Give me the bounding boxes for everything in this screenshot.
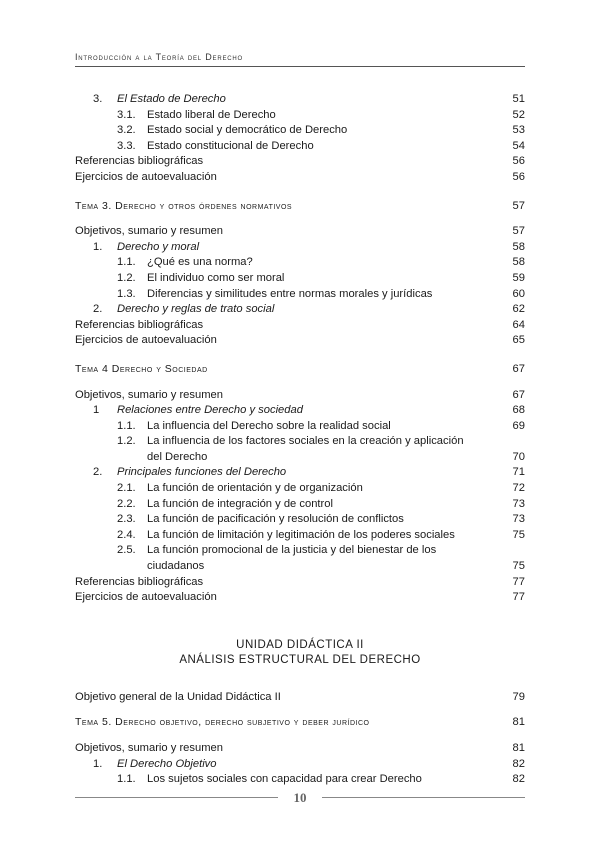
entry-number: 2.3. (117, 513, 136, 526)
toc-entry (75, 333, 525, 349)
toc-chapter-heading (75, 715, 525, 731)
toc-entry (75, 139, 525, 155)
toc-entry (75, 757, 525, 773)
entry-title: Estado constitucional de Derecho (147, 139, 314, 152)
entry-title: Objetivos, sumario y resumen (75, 742, 223, 754)
spacer (75, 349, 525, 362)
entry-page: 54 (512, 139, 525, 152)
toc-entry (75, 481, 525, 497)
entry-page: 62 (512, 303, 525, 316)
footer-rule-right (322, 797, 525, 798)
entry-page: 75 (512, 528, 525, 541)
unit-title: UNIDAD DIDÁCTICA II (236, 638, 364, 651)
spacer (75, 606, 525, 628)
entry-title: Estado social y democrático de Derecho (147, 124, 348, 137)
entry-title: Tema 4 Derecho y Sociedad (75, 362, 208, 375)
toc-entry (75, 434, 525, 465)
entry-page: 58 (512, 256, 525, 269)
entry-page: 70 (512, 450, 525, 463)
entry-number: 1.3. (117, 287, 136, 300)
entry-title: La función de limitación y legitimación de los poderes sociales (147, 528, 455, 541)
entry-title: La función promocional de la justicia y del bienestar de los ciudadanos (147, 544, 437, 573)
entry-title: Referencias bibliográficas (75, 318, 204, 331)
toc-entry (75, 543, 525, 574)
entry-number: 2.1. (117, 482, 136, 495)
spacer (75, 731, 525, 741)
entry-title: La función de integración y de control (147, 497, 333, 510)
entry-number: 2. (93, 466, 103, 479)
entry-title: Principales funciones del Derecho (117, 466, 287, 479)
entry-number: 2.2. (117, 497, 136, 510)
entry-page: 57 (512, 199, 525, 212)
toc-entry (75, 388, 525, 404)
running-header: Introducción a la Teoría del Derecho (75, 52, 243, 62)
entry-title: Derecho y reglas de trato social (117, 303, 275, 316)
entry-page: 58 (512, 240, 525, 253)
page-footer (75, 790, 525, 804)
toc-entry (75, 108, 525, 124)
toc-entry (75, 690, 525, 706)
entry-page: 57 (512, 225, 525, 238)
spacer (75, 628, 525, 638)
entry-page: 81 (512, 742, 525, 754)
page-number: 10 (293, 790, 307, 805)
entry-title: Referencias bibliográficas (75, 155, 204, 168)
toc-entry (75, 170, 525, 186)
entry-title: La influencia del Derecho sobre la realidad social (147, 419, 391, 432)
entry-page: 79 (512, 690, 525, 703)
entry-page: 77 (512, 591, 525, 604)
entry-title: El Derecho Objetivo (117, 757, 217, 770)
entry-page: 56 (512, 170, 525, 183)
entry-title: Diferencias y similitudes entre normas morales y jurídicas (147, 287, 433, 300)
entry-page: 52 (512, 108, 525, 121)
toc-entry (75, 224, 525, 240)
toc-chapter-heading (75, 199, 525, 215)
entry-title: Ejercicios de autoevaluación (75, 591, 217, 604)
entry-title: Estado liberal de Derecho (147, 108, 276, 121)
entry-title: Objetivos, sumario y resumen (75, 225, 223, 238)
toc-entry (75, 123, 525, 139)
entry-page: 75 (512, 560, 525, 573)
toc-entry (75, 302, 525, 318)
spacer (75, 378, 525, 388)
entry-number: 3. (93, 93, 103, 105)
entry-title: ¿Qué es una norma? (147, 256, 253, 269)
toc-entry (75, 287, 525, 303)
toc-entry (75, 772, 525, 788)
entry-number: 3.2. (117, 124, 136, 137)
entry-title: Tema 3. Derecho y otros órdenes normativos (75, 199, 293, 212)
entry-title: Ejercicios de autoevaluación (75, 334, 217, 347)
toc-entry (75, 590, 525, 606)
toc-chapter-heading (75, 362, 525, 378)
entry-title: Objetivo general de la Unidad Didáctica II (75, 690, 281, 703)
entry-page: 67 (512, 362, 525, 375)
toc-entry (75, 403, 525, 419)
entry-number: 1.1. (117, 256, 136, 269)
entry-title: Derecho y moral (117, 240, 200, 253)
header-rule (75, 66, 525, 67)
toc-entry (75, 575, 525, 591)
entry-number: 3.1. (117, 108, 136, 121)
entry-number: 2. (93, 303, 103, 316)
entry-title: Referencias bibliográficas (75, 575, 204, 588)
entry-page: 69 (512, 419, 525, 432)
entry-page: 60 (512, 287, 525, 300)
entry-title: Ejercicios de autoevaluación (75, 170, 217, 183)
spacer (75, 668, 525, 690)
table-of-contents (75, 92, 525, 788)
entry-page: 67 (512, 388, 525, 401)
entry-title: La influencia de los factores sociales en la creación y aplicación del Derecho (147, 435, 464, 463)
entry-number: 1.2. (117, 435, 136, 448)
entry-number: 1. (93, 240, 103, 253)
entry-title: Relaciones entre Derecho y sociedad (117, 404, 303, 417)
toc-entry (75, 92, 525, 108)
unit-subtitle: ANÁLISIS ESTRUCTURAL DEL DERECHO (179, 653, 421, 666)
entry-page: 77 (512, 575, 525, 588)
entry-page: 56 (512, 155, 525, 168)
entry-title: El Estado de Derecho (117, 93, 226, 105)
entry-page: 59 (512, 271, 525, 284)
toc-entry (75, 497, 525, 513)
entry-title: Tema 5. Derecho objetivo, derecho subjetivo y deber jurídico (75, 716, 370, 729)
entry-page: 65 (512, 334, 525, 347)
toc-entry (75, 154, 525, 170)
entry-number: 1. (93, 757, 103, 770)
entry-page: 71 (512, 466, 525, 479)
entry-title: El individuo como ser moral (147, 271, 285, 284)
toc-entry (75, 255, 525, 271)
spacer (75, 705, 525, 715)
toc-entry (75, 512, 525, 528)
toc-entry (75, 465, 525, 481)
spacer (75, 186, 525, 199)
entry-number: 1 (93, 404, 100, 417)
entry-page: 73 (512, 513, 525, 526)
entry-page: 68 (512, 404, 525, 417)
entry-number: 2.5. (117, 544, 136, 557)
entry-number: 1.1. (117, 419, 136, 432)
entry-page: 51 (512, 93, 525, 105)
toc-entry (75, 741, 525, 757)
toc-entry (75, 419, 525, 435)
toc-entry (75, 528, 525, 544)
entry-number: 1.1. (117, 773, 136, 786)
entry-page: 82 (512, 757, 525, 770)
entry-page: 82 (512, 773, 525, 786)
toc-entry (75, 318, 525, 334)
entry-page: 64 (512, 318, 525, 331)
entry-page: 72 (512, 482, 525, 495)
entry-number: 2.4. (117, 528, 136, 541)
entry-title: La función de pacificación y resolución de conflictos (147, 513, 404, 526)
spacer (75, 214, 525, 224)
entry-title: Objetivos, sumario y resumen (75, 388, 223, 401)
toc-entry (75, 271, 525, 287)
entry-number: 3.3. (117, 139, 136, 152)
entry-page: 73 (512, 497, 525, 510)
entry-title: Los sujetos sociales con capacidad para crear Derecho (147, 773, 422, 786)
entry-page: 53 (512, 124, 525, 137)
toc-entry (75, 240, 525, 256)
entry-page: 81 (512, 716, 525, 729)
entry-number: 1.2. (117, 271, 136, 284)
entry-title: La función de orientación y de organización (147, 482, 363, 495)
